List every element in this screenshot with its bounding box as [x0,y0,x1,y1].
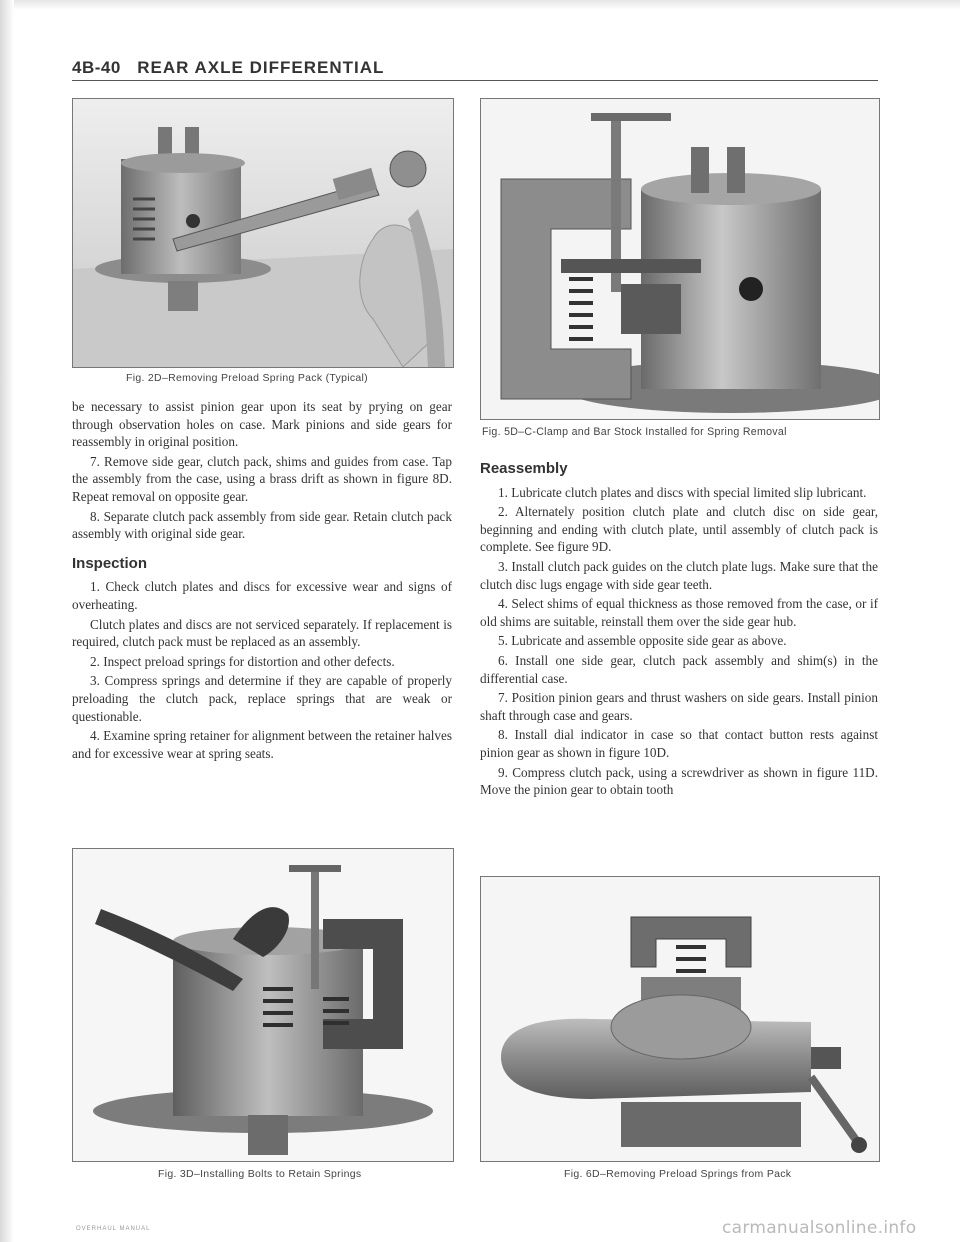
paragraph: 4. Select shims of equal thickness as those removed from the case, or if old shims are suitable, reinstall them over the side gear hub. [480,596,878,629]
figure-2d-photo [72,98,454,368]
inspection-heading: Inspection [72,554,148,572]
page-header [72,58,878,82]
paragraph: 3. Install clutch pack guides on the clutch plate lugs. Make sure that the clutch disc lugs engage with side gear teeth. [480,558,878,592]
scan-edge-top [0,0,960,10]
left-text-column [72,398,452,764]
right-text-column [480,448,878,801]
paragraph: 8. Install dial indicator in case so that contact button rests against pinion gear as shown in figure 10D. [480,727,878,760]
reassembly-heading: Reassembly [480,460,568,477]
paragraph: Clutch plates and discs are not serviced separately. If replacement is required, clutch pack must be replaced as an assembly. [72,616,452,650]
paragraph: 3. Compress springs and determine if they are capable of properly preloading the clutch pack, replace springs that are weak or questionable. [72,673,452,724]
section-title: REAR AXLE DIFFERENTIAL [137,58,385,77]
paragraph: 2. Alternately position clutch plate and clutch disc on side gear, beginning and ending with clutch plate, until assembly of clutch pack is complete. See figure 9D. [480,504,878,555]
figure-3d-caption: Fig. 3D–Installing Bolts to Retain Springs [158,1168,362,1180]
header-rule [72,80,878,81]
figure-5d-caption: Fig. 5D–C-Clamp and Bar Stock Installed for Spring Removal [482,426,787,438]
paragraph: 7. Remove side gear, clutch pack, shims and guides from case. Tap the assembly from the case, using a brass drift as shown in figure 8D. Repeat removal on opposite gear. [72,453,452,504]
paragraph: 9. Compress clutch pack, using a screwdriver as shown in figure 11D. Move the pinion gear to obtain tooth [480,764,878,798]
paragraph: 6. Install one side gear, clutch pack assembly and shim(s) in the differential case. [480,652,878,686]
paragraph: 4. Examine spring retainer for alignment between the retainer halves and for excessive wear at spring seats. [72,728,452,761]
page-number: 4B-40 [72,58,121,77]
watermark: carmanualsonline.info [722,1218,917,1238]
figure-5d-photo [480,98,880,420]
paragraph: 5. Lubricate and assemble opposite side gear as above. [498,633,787,649]
figure-2d-caption: Fig. 2D–Removing Preload Spring Pack (Typical) [126,372,368,384]
paragraph: 2. Inspect preload springs for distortion and other defects. [90,653,395,669]
footer-text: OVERHAUL MANUAL [76,1226,151,1232]
paragraph: be necessary to assist pinion gear upon its seat by prying on gear through observation holes on case. Mark pinions and side gears for reassembly in original position. [72,399,452,450]
paragraph: 1. Lubricate clutch plates and discs with special limited slip lubricant. [498,484,867,500]
paragraph: 1. Check clutch plates and discs for excessive wear and signs of overheating. [72,579,452,612]
paragraph: 8. Separate clutch pack assembly from side gear. Retain clutch pack assembly with original side gear. [72,508,452,542]
scan-edge-left [0,0,14,1242]
figure-3d-photo [72,848,454,1162]
paragraph: 7. Position pinion gears and thrust washers on side gears. Install pinion shaft through case and gears. [480,690,878,723]
figure-6d-caption: Fig. 6D–Removing Preload Springs from Pack [564,1168,792,1180]
figure-6d-photo [480,876,880,1162]
